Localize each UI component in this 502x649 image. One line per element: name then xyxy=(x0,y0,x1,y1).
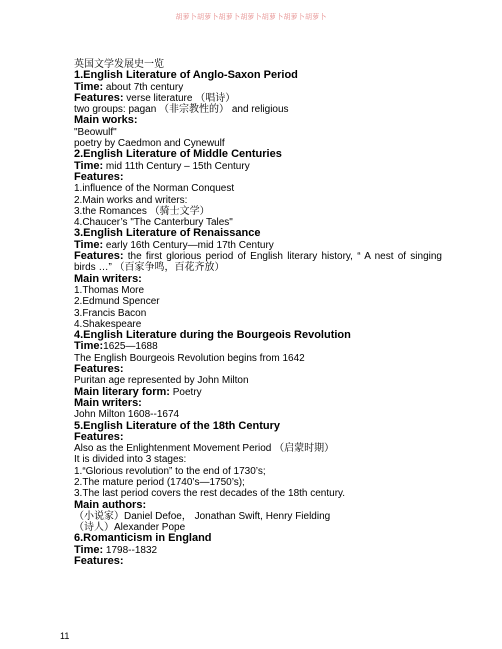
time-label: Time: xyxy=(74,340,104,353)
list-item: （诗人）Alexander Pope xyxy=(74,522,186,534)
section-5-also: Also as the Enlightenment Movement Period （启蒙时期） xyxy=(74,443,335,455)
section-1-time xyxy=(74,82,442,93)
section-5-features-label: Features: xyxy=(74,430,124,443)
features-label: Features: xyxy=(74,250,124,263)
page-number: 11 xyxy=(60,631,70,641)
time-value: about 7th century xyxy=(103,81,184,93)
section-2-features-label: Features: xyxy=(74,170,124,183)
list-item: 2.Main works and writers: xyxy=(74,194,188,206)
header-watermark: 胡萝卜胡萝卜胡萝卜胡萝卜胡萝卜胡萝卜胡萝卜 xyxy=(175,13,327,21)
features-value: the first glorious period of English literary history, “ A nest of singing birds …” （百家争鸣，百花齐放） xyxy=(74,251,442,274)
list-item: 3.Francis Bacon xyxy=(74,307,147,319)
list-item: 1.Thomas More xyxy=(74,284,145,296)
features-label: Features: xyxy=(74,91,124,104)
section-5-authors-label: Main authors: xyxy=(74,498,147,511)
section-1-groups: two groups: pagan （非宗教性的） and religious xyxy=(74,104,289,116)
section-3-title: 3.English Literature of Renaissance xyxy=(74,227,261,240)
list-item: （小说家）Daniel Defoe， Jonathan Swift, Henry Fielding xyxy=(74,510,331,522)
section-4-writers-label: Main writers: xyxy=(74,396,142,409)
section-5-title: 5.English Literature of the 18th Century xyxy=(74,419,280,432)
time-label: Time: xyxy=(74,159,104,172)
section-1-title: 1.English Literature of Anglo-Saxon Period xyxy=(74,69,298,82)
section-1-features xyxy=(74,93,442,104)
section-3-writers-label: Main writers: xyxy=(74,272,142,285)
section-4-features-label: Features: xyxy=(74,363,124,376)
time-value: 1625—1688 xyxy=(103,341,158,353)
section-6-time xyxy=(74,545,442,556)
list-item: 3.The last period covers the rest decades of the 18th century. xyxy=(74,488,346,500)
time-label: Time: xyxy=(74,238,104,251)
section-4-time xyxy=(74,341,442,352)
list-item: John Milton 1608--1674 xyxy=(74,409,180,421)
document-intro: 英国文学发展史一览 xyxy=(74,59,164,70)
section-3-time xyxy=(74,240,442,251)
form-value: Poetry xyxy=(169,386,202,398)
list-item: 2.The mature period (1740’s—1750’s); xyxy=(74,476,245,488)
section-2-title: 2.English Literature of Middle Centuries xyxy=(74,148,282,161)
document-body xyxy=(74,59,442,567)
list-item: 3.the Romances （骑士文学） xyxy=(74,205,210,217)
section-6-title: 6.Romanticism in England xyxy=(74,532,212,545)
section-1-works-label: Main works: xyxy=(74,114,138,127)
list-item: 4.Chaucer’s "The Canterbury Tales" xyxy=(74,217,233,229)
section-6-features-label: Features: xyxy=(74,555,124,568)
time-label: Time: xyxy=(74,543,104,556)
section-4-features-text: Puritan age represented by John Milton xyxy=(74,375,249,387)
section-2-time xyxy=(74,161,442,172)
section-5-divided: It is divided into 3 stages: xyxy=(74,454,187,466)
time-value: mid 11th Century – 15th Century xyxy=(103,160,250,172)
list-item: 1.influence of the Norman Conquest xyxy=(74,183,235,195)
section-4-note: The English Bourgeois Revolution begins from 1642 xyxy=(74,352,305,364)
list-item: 2.Edmund Spencer xyxy=(74,296,160,308)
time-value: 1798--1832 xyxy=(103,544,158,556)
list-item: poetry by Caedmon and Cynewulf xyxy=(74,138,225,150)
section-3-features xyxy=(74,251,442,274)
time-value: early 16th Century—mid 17th Century xyxy=(103,239,274,251)
section-4-title: 4.English Literature during the Bourgeois Revolution xyxy=(74,329,351,342)
time-label: Time: xyxy=(74,80,104,93)
list-item: 1.“Glorious revolution” to the end of 1730’s; xyxy=(74,465,266,477)
list-item: "Beowulf" xyxy=(74,126,117,138)
features-value: verse literature （唱诗） xyxy=(123,92,236,104)
form-label: Main literary form: xyxy=(74,385,170,398)
list-item: 4.Shakespeare xyxy=(74,318,142,330)
